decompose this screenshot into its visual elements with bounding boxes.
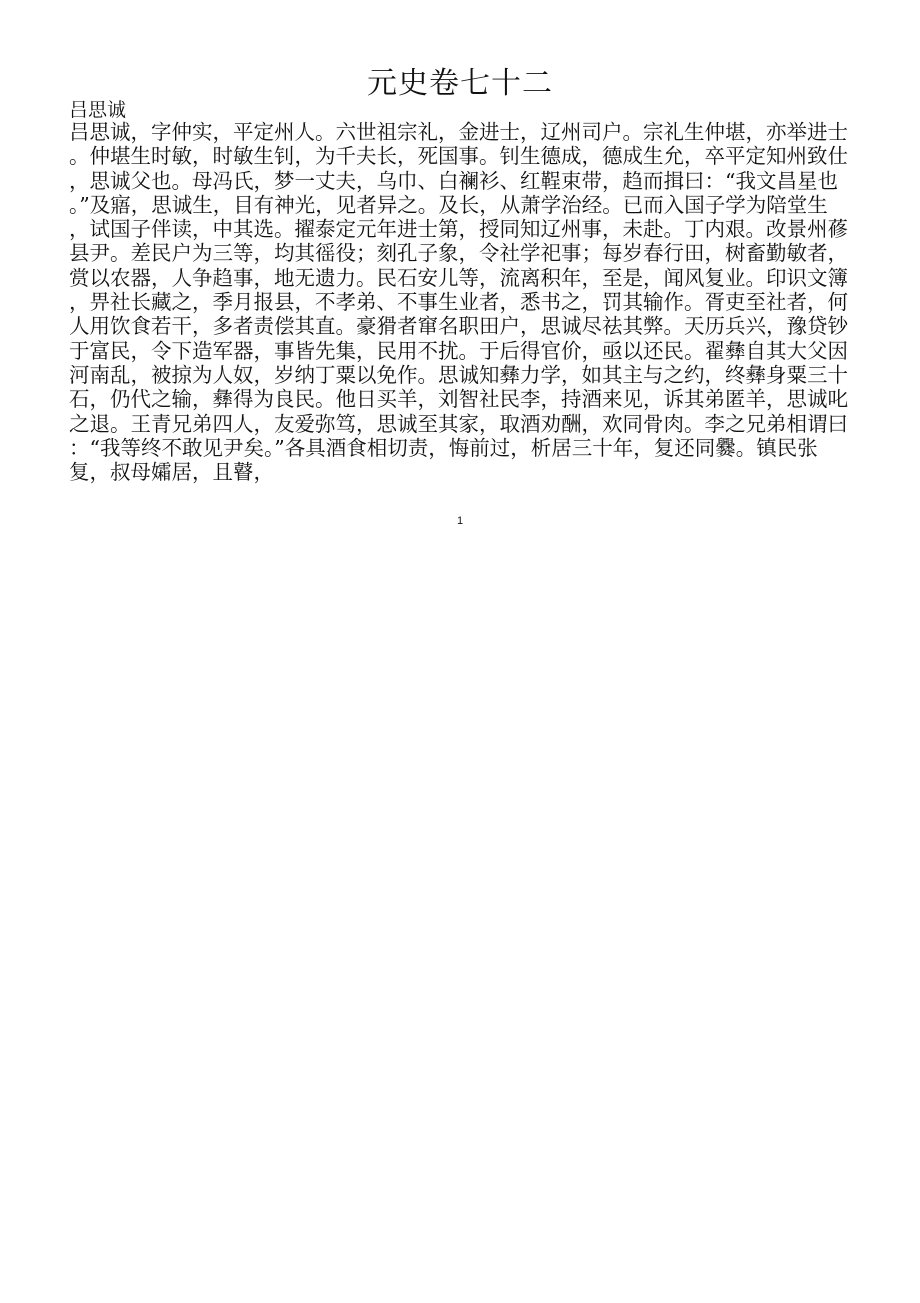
text-line: 石，仍代之输，彝得为良民。他日买羊，刘智社民李，持酒来见，诉其弟匿羊，思诚叱 [69,387,848,412]
page-number: 1 [456,515,464,527]
section-heading: 吕思诚 [69,99,127,121]
text-line: ：“我等终不敢见尹矣。”各具酒食相切责，悔前过，析居三十年，复还同爨。镇民张 [69,435,818,460]
text-line: ，思诚父也。母冯氏，梦一丈夫，乌巾、白襕衫、红鞓束带，趋而揖曰：“我文昌星也 [69,168,838,193]
text-line: ，畀社长藏之，季月报县，不孝弟、不事生业者，悉书之，罚其输作。胥吏至社者，何 [69,290,848,315]
text-line: 之退。王青兄弟四人，友爱弥笃，思诚至其家，取酒劝酬，欢同骨肉。李之兄弟相谓曰 [69,411,848,436]
text-line: 县尹。差民户为三等，均其徭役；刻孔子象，令社学祀事；每岁春行田，树畜勤敏者， [69,241,848,266]
document-title: 元史卷七十二 [367,66,553,101]
text-line: 人用饮食若干，多者责偿其直。豪猾者窜名职田户，思诚尽祛其弊。天历兵兴，豫贷钞 [69,314,848,339]
text-line: 于富民，令下造军器，事皆先集，民用不扰。于后得官价，亟以还民。翟彝自其大父因 [69,338,848,363]
body-text [69,120,849,484]
text-line: 复，叔母孀居，且瞽， [69,460,274,485]
text-line: 河南乱，被掠为人奴，岁纳丁粟以免作。思诚知彝力学，如其主与之约，终彝身粟三十 [69,362,848,387]
text-line: 赏以农器，人争趋事，地无遗力。民石安儿等，流离积年，至是，闻风复业。印识文簿 [69,265,848,290]
text-line: 。仲堪生时敏，时敏生钊，为千夫长，死国事。钊生德成，德成生允，卒平定知州致仕 [69,144,848,169]
text-line: 。”及寤，思诚生，目有神光，见者异之。及长，从萧学治经。已而入国子学为陪堂生 [69,192,828,217]
text-line: ，试国子伴读，中其选。擢泰定元年进士第，授同知辽州事，未赴。丁内艰。改景州蓚 [69,217,848,242]
text-line: 吕思诚，字仲实，平定州人。六世祖宗礼，金进士，辽州司户。宗礼生仲堪，亦举进士 [69,120,848,144]
